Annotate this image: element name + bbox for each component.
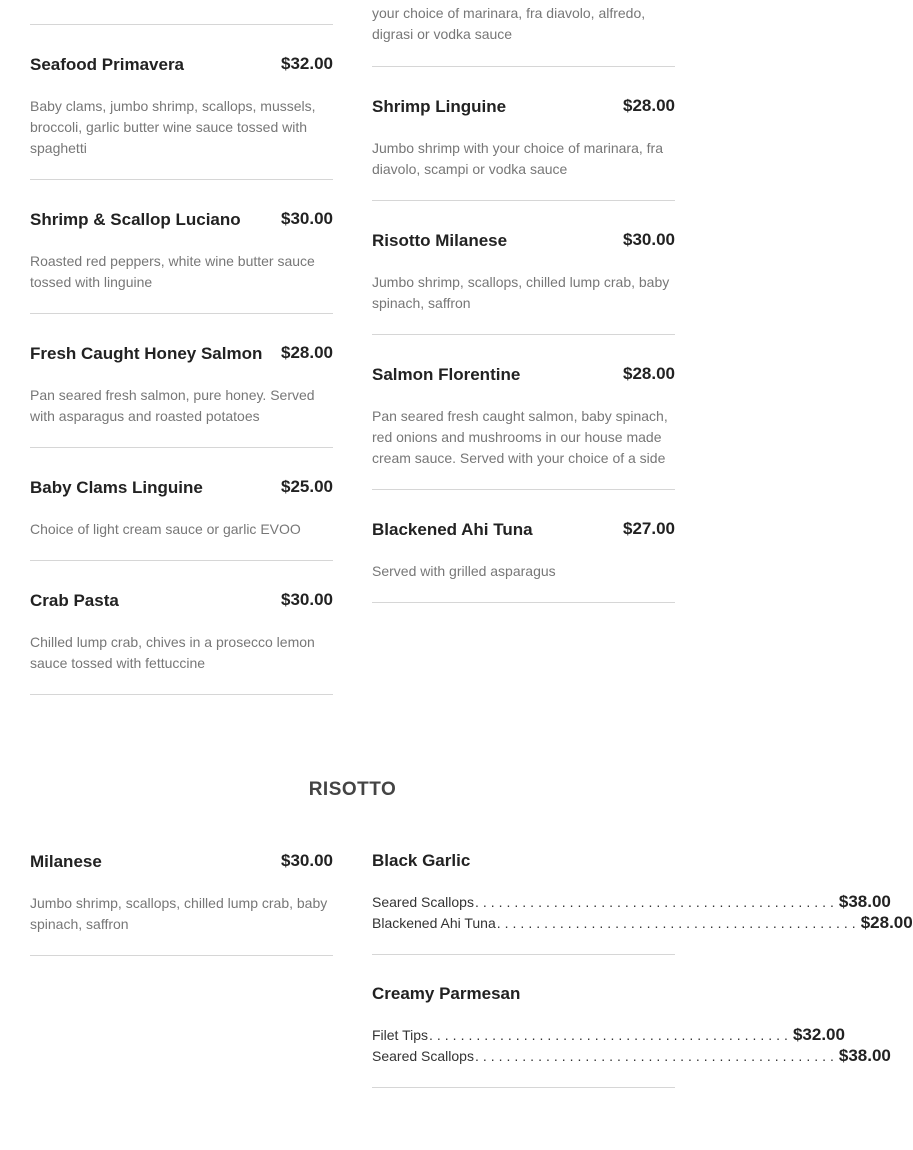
divider	[30, 179, 333, 180]
menu-item-name: Creamy Parmesan	[372, 984, 521, 1003]
menu-column-right	[372, 0, 913, 1150]
menu-item-price: $30.00	[281, 209, 333, 228]
menu-item	[372, 365, 675, 469]
menu-item-name: Shrimp Linguine	[372, 97, 507, 116]
divider	[30, 560, 333, 561]
divider	[372, 66, 675, 67]
divider	[30, 694, 333, 695]
divider	[372, 200, 675, 201]
option-label: Seared Scallops	[372, 894, 474, 910]
menu-item-description: Pan seared fresh caught salmon, baby spinach, red onions and mushrooms in our house made cream sauce. Served with your choice of a side	[372, 408, 668, 466]
menu-item-price: $27.00	[623, 519, 675, 538]
option-row	[372, 1025, 845, 1046]
dot-leader: ..............................................	[474, 894, 838, 910]
menu-item-name: Fresh Caught Honey Salmon	[30, 344, 263, 363]
menu-item	[30, 591, 333, 674]
menu-item-price: $30.00	[623, 230, 675, 249]
option-row	[372, 892, 891, 913]
section-title-risotto: RISOTTO	[308, 779, 397, 800]
menu-item-description: Jumbo shrimp with your choice of marinara, fra diavolo, scampi or vodka sauce	[372, 140, 663, 177]
menu-column-left	[30, 0, 333, 1150]
option-label: Filet Tips	[372, 1027, 429, 1043]
menu-item	[372, 97, 675, 180]
option-price: $38.00	[838, 1046, 891, 1065]
option-price: $28.00	[860, 913, 913, 932]
risotto-item-creamy-parmesan	[372, 984, 891, 1067]
divider	[30, 955, 333, 956]
divider	[372, 602, 675, 603]
menu-item	[372, 520, 675, 582]
divider	[372, 1087, 675, 1088]
option-list	[372, 1025, 891, 1067]
menu-item-name: Milanese	[30, 852, 102, 871]
menu-item	[30, 478, 333, 540]
menu-item-description: Served with grilled asparagus	[372, 563, 556, 579]
menu-item-description: Chilled lump crab, chives in a prosecco lemon sauce tossed with fettuccine	[30, 634, 315, 671]
menu-item-description: Roasted red peppers, white wine butter sauce tossed with linguine	[30, 253, 315, 290]
menu-item-name: Black Garlic	[372, 851, 471, 870]
menu-item-name: Risotto Milanese	[372, 231, 508, 250]
option-price: $32.00	[792, 1025, 845, 1044]
menu-item-price: $28.00	[281, 343, 333, 362]
menu-item-name: Baby Clams Linguine	[30, 478, 203, 497]
dot-leader: ..............................................	[474, 1048, 838, 1064]
menu-item-name: Salmon Florentine	[372, 365, 521, 384]
menu-item-name: Shrimp & Scallop Luciano	[30, 210, 241, 229]
menu-item	[372, 231, 675, 314]
option-price: $38.00	[838, 892, 891, 911]
divider	[372, 334, 675, 335]
divider	[30, 313, 333, 314]
option-label: Seared Scallops	[372, 1048, 474, 1064]
menu-item-price: $28.00	[623, 364, 675, 383]
divider	[372, 954, 675, 955]
divider	[372, 489, 675, 490]
divider	[30, 447, 333, 448]
menu-item-price: $25.00	[281, 477, 333, 496]
menu-item-price: $32.00	[281, 54, 333, 73]
menu-item-price: $30.00	[281, 851, 333, 870]
menu-item	[30, 344, 333, 427]
menu-item	[30, 210, 333, 293]
divider	[30, 24, 333, 25]
menu-item-name: Crab Pasta	[30, 591, 119, 610]
dot-leader: ..............................................	[496, 915, 860, 931]
menu-item-description: Pan seared fresh salmon, pure honey. Served with asparagus and roasted potatoes	[30, 387, 315, 424]
risotto-item-milanese	[30, 852, 333, 935]
menu-item-description: Baby clams, jumbo shrimp, scallops, mussels, broccoli, garlic butter wine sauce tossed with spaghetti	[30, 98, 316, 156]
menu-item	[30, 55, 333, 159]
risotto-item-black-garlic	[372, 851, 913, 934]
menu-item-description: Jumbo shrimp, scallops, chilled lump crab, baby spinach, saffron	[30, 895, 328, 932]
option-row	[372, 913, 913, 934]
option-list	[372, 892, 913, 934]
option-label: Blackened Ahi Tuna	[372, 915, 496, 931]
option-row	[372, 1046, 891, 1067]
menu-item-description-partial: your choice of marinara, fra diavolo, alfredo, digrasi or vodka sauce	[372, 5, 646, 42]
menu-item-price: $28.00	[623, 96, 675, 115]
dot-leader: ..............................................	[429, 1027, 792, 1043]
menu-item-name: Seafood Primavera	[30, 55, 185, 74]
menu-item-description: Jumbo shrimp, scallops, chilled lump crab, baby spinach, saffron	[372, 274, 670, 311]
menu-item-description: Choice of light cream sauce or garlic EVOO	[30, 521, 301, 537]
menu-item-price: $30.00	[281, 590, 333, 609]
menu-item-name: Blackened Ahi Tuna	[372, 520, 533, 539]
